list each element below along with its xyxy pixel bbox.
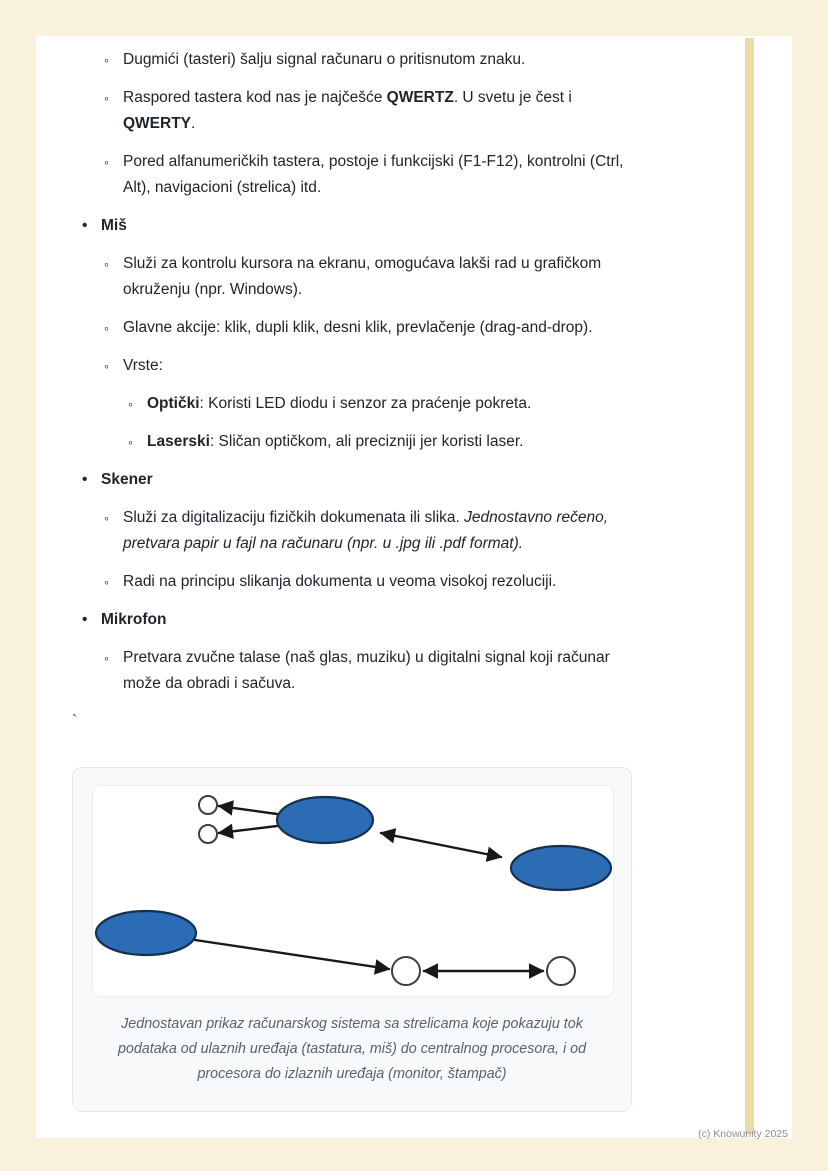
text-segment-normal: Pored alfanumeričkih tastera, postoje i funkcijski (F1-F12), kontrolni (Ctrl, Alt), navigacioni (strelica) itd. [123, 153, 624, 196]
list-item-text [123, 569, 556, 595]
text-segment-normal: Radi na principu slikanja dokumenta u veoma visokoj rezoluciji. [123, 573, 557, 590]
text-segment-normal: : Sličan optičkom, ali precizniji jer koristi laser. [209, 433, 524, 450]
list-item [104, 85, 642, 137]
list-item-text [123, 251, 635, 303]
list-item-text [101, 467, 153, 493]
memory-ellipse [511, 846, 611, 890]
notes-content [36, 36, 642, 697]
list-item-text [123, 47, 525, 73]
disc-bullet-marker: • [82, 611, 88, 628]
list-item [104, 47, 642, 73]
text-segment-bold: Skener [101, 471, 153, 488]
device-node-circle-2 [547, 957, 575, 985]
arrow-processor-to-output2 [219, 826, 277, 833]
bullet-list [82, 47, 642, 697]
right-accent-strip [745, 38, 754, 1134]
list-item [104, 645, 642, 697]
circle-bullet-marker: ◦ [104, 574, 109, 590]
list-item-text [101, 607, 166, 633]
text-segment-normal: . U svetu je čest i [453, 89, 572, 106]
text-segment-bold: Mikrofon [101, 611, 167, 628]
circle-bullet-marker: ◦ [104, 90, 109, 106]
circle-bullet-marker: ◦ [104, 256, 109, 272]
text-segment-normal: : Koristi LED diodu i senzor za praćenje pokreta. [199, 395, 532, 412]
stray-backtick-character: ` [72, 713, 78, 730]
circle-bullet-marker: ◦ [104, 650, 109, 666]
text-segment-normal: Služi za kontrolu kursora na ekranu, omogućava lakši rad u grafičkom okruženju (npr. Windows). [123, 255, 602, 298]
diagram-image [93, 786, 613, 996]
figure-card [72, 767, 632, 1112]
list-item [104, 569, 642, 595]
list-item [104, 353, 642, 379]
list-item [104, 505, 642, 557]
arrow-processor-memory-bidirectional [381, 833, 501, 857]
device-node-circle-1 [392, 957, 420, 985]
circle-bullet-marker: ◦ [128, 434, 133, 450]
text-segment-bold: QWERTY [123, 115, 192, 132]
system-diagram [93, 786, 613, 996]
list-item [104, 251, 642, 303]
circle-bullet-marker: ◦ [104, 154, 109, 170]
list-item-text [147, 391, 531, 417]
disc-bullet-marker: • [82, 471, 88, 488]
output-device-circle-2 [199, 825, 217, 843]
list-item-text [123, 149, 635, 201]
list-item-text [123, 505, 635, 557]
list-item [82, 467, 642, 493]
text-segment-bold: Miš [101, 217, 127, 234]
text-segment-normal: Služi za digitalizaciju fizičkih dokumenata ili slika. [123, 509, 465, 526]
circle-bullet-marker: ◦ [104, 320, 109, 336]
document-page [36, 36, 792, 1138]
arrow-processor-to-output1 [219, 806, 277, 814]
circle-bullet-marker: ◦ [104, 358, 109, 374]
figure-caption: Jednostavan prikaz računarskog sistema sa strelicama koje pokazuju tok podataka od ulaznih uređaja (tastatura, miš) do centralnog procesora, i od procesora do izlaznih uređaja (monitor, štampač) [117, 1016, 587, 1082]
list-item [104, 149, 642, 201]
arrow-input-to-node [195, 940, 389, 969]
text-segment-bold: Optički [147, 395, 200, 412]
list-item-text [101, 213, 127, 239]
circle-bullet-marker: ◦ [128, 396, 133, 412]
disc-bullet-marker: • [82, 217, 88, 234]
text-segment-bold: QWERTZ [386, 89, 454, 106]
list-item-text [123, 353, 163, 379]
list-item-text [123, 85, 635, 137]
output-device-circle-1 [199, 796, 217, 814]
list-item [82, 213, 642, 239]
text-segment-normal: Vrste: [123, 357, 163, 374]
input-device-ellipse [96, 911, 196, 955]
text-segment-normal: Dugmići (tasteri) šalju signal računaru o pritisnutom znaku. [123, 51, 526, 68]
text-segment-bold: Laserski [147, 433, 210, 450]
text-segment-normal: . [191, 115, 196, 132]
list-item [104, 315, 642, 341]
text-segment-normal: Pretvara zvučne talase (naš glas, muziku) u digitalni signal koji računar može da obradi i sačuva. [123, 649, 610, 692]
list-item [128, 429, 642, 455]
copyright-note: (c) Knowunity 2025 [698, 1128, 788, 1140]
processor-ellipse [277, 797, 373, 843]
list-item-text [147, 429, 523, 455]
text-segment-italic: Jednostavno rečeno, pretvara papir u fajl na računaru (npr. u .jpg ili .pdf format). [123, 509, 609, 552]
list-item [128, 391, 642, 417]
list-item-text [123, 645, 635, 697]
circle-bullet-marker: ◦ [104, 52, 109, 68]
list-item-text [123, 315, 593, 341]
text-segment-normal: Raspored tastera kod nas je najčešće [123, 89, 387, 106]
text-segment-normal: Glavne akcije: klik, dupli klik, desni klik, prevlačenje (drag-and-drop). [123, 319, 593, 336]
circle-bullet-marker: ◦ [104, 510, 109, 526]
list-item [82, 607, 642, 633]
